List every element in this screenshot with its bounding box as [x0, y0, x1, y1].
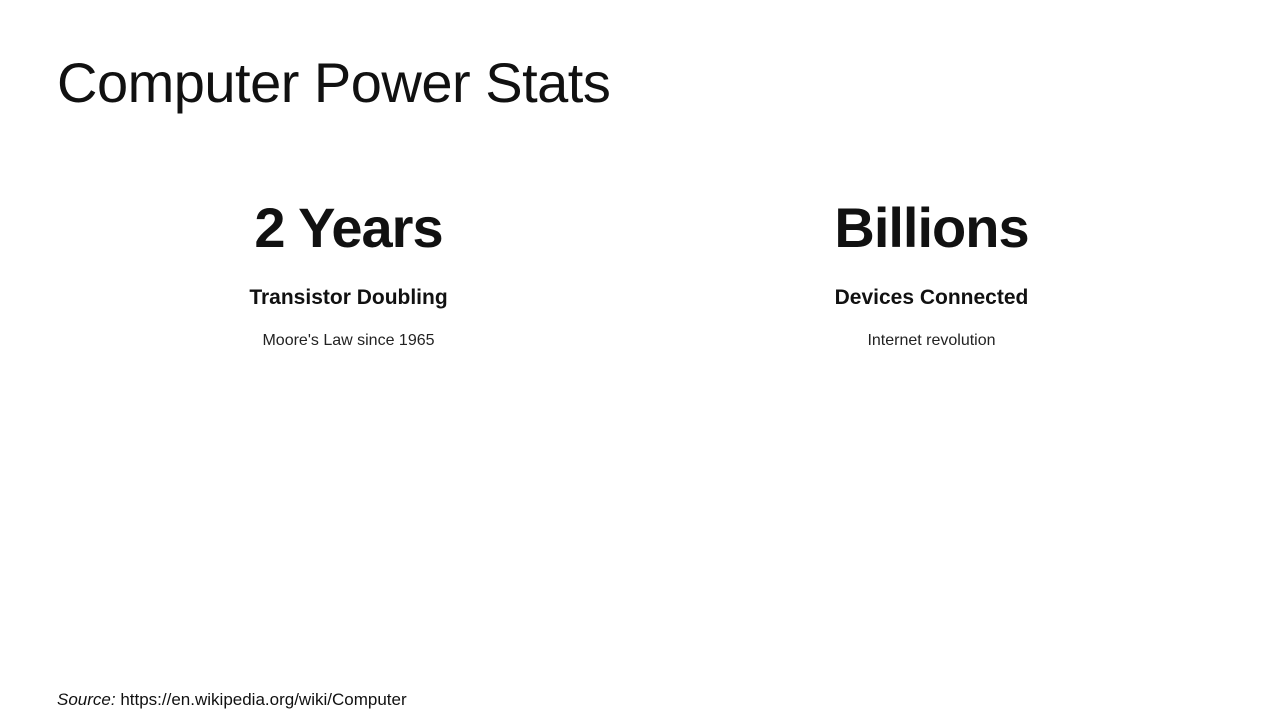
stat-value: Billions — [834, 196, 1029, 259]
stat-description: Moore's Law since 1965 — [262, 332, 435, 350]
stats-row — [57, 196, 1223, 350]
page-title: Computer Power Stats — [57, 51, 611, 114]
stat-label: Devices Connected — [834, 286, 1029, 310]
stat-label: Transistor Doubling — [249, 286, 448, 310]
source-url[interactable]: https://en.wikipedia.org/wiki/Computer — [120, 690, 407, 709]
stat-description: Internet revolution — [867, 332, 996, 350]
stat-card-devices-connected — [640, 196, 1223, 350]
stat-card-transistor-doubling — [57, 196, 640, 350]
source-label: Source: — [57, 690, 116, 709]
source-note — [57, 690, 407, 710]
stat-value: 2 Years — [254, 196, 443, 259]
